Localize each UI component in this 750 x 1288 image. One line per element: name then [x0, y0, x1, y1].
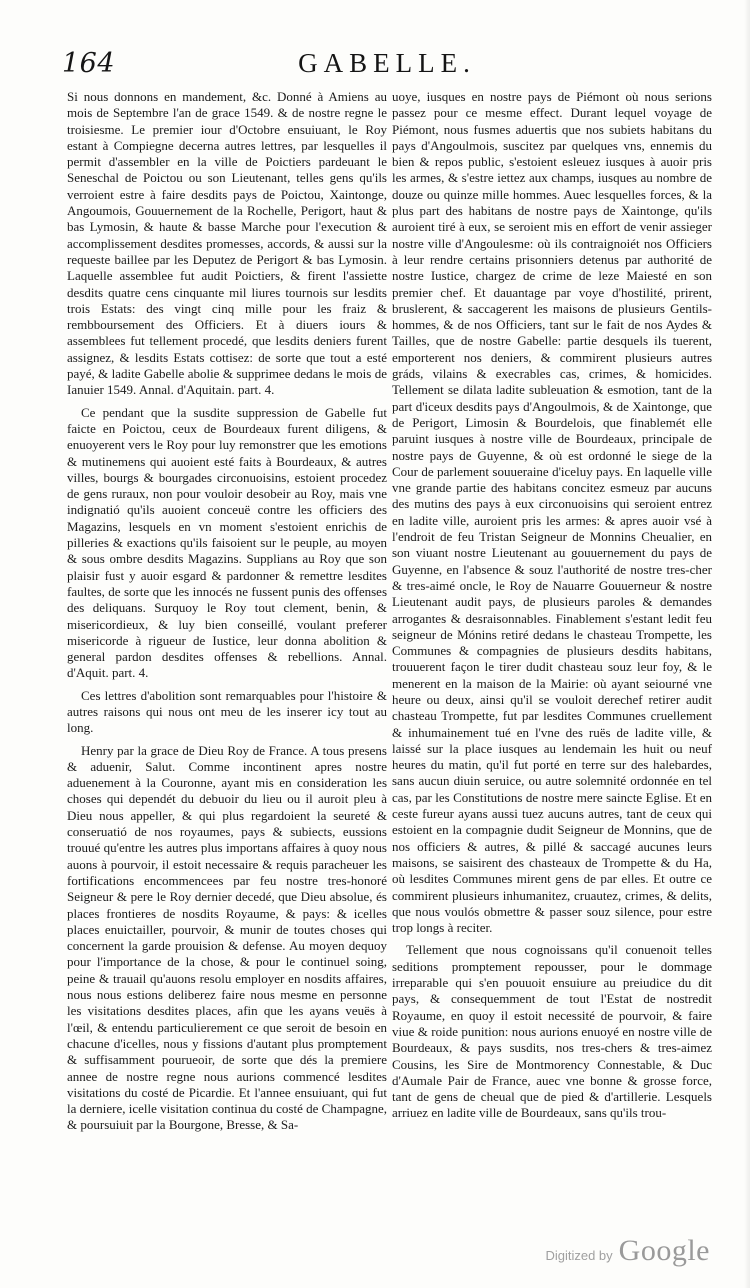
paragraph: Si nous donnons en mandement, &c. Donné à Amiens au mois de Septembre l'an de grace 1549. & de nostre regne le troisiesme. Le premier iour d'Octobre ensuiuant, le Roy estant à Compiegne decerna autres lettres, par lesquelles il permit d'assembler en la ville de Poictiers pardeuant le Seneschal de Poictou ou son Lieutenant, telles gens qu'ils verroient estre à faire desdits pays de Poictou, Xaintonge, Angoumois, Gouuernement de la Rochelle, Perigort, haut & bas Lymosin, & haute & basse Marche pour l'execution & accomplissement desdites promesses, accords, & aussi sur la requeste baillee par les Deputez de Perigort & bas Lymosin. Laquelle assemblee fut audit Poictiers, & firent l'assiette desdits quatre cens cinquante mil liures tournois sur lesdits trois Estats: des vingt cinq mille pour les fraiz & rembboursement des Officiers. Et à diuers iours & assemblees fut tellement procedé, que lesdits deniers furent assignez, & lesdits Estats cottisez: de sorte que tout a esté payé, & ladite Gabelle abolie & supprimee dedans le mois de Ianuier 1549. Annal. d'Aquitain. part. 4. — [67, 89, 387, 398]
right-column — [392, 89, 712, 1194]
paragraph: Henry par la grace de Dieu Roy de France. A tous presens & aduenir, Salut. Comme incontinent apres nostre aduenement à la Couronne, ayant mis en consideration les choses qui dependét du debuoir du lieu ou il auroit pleu à Dieu nous appeller, & qui plus regardoient la seureté & conseruatió de nos royaumes, pays & subiects, eussions trouué qu'entre les autres plus importans affaires à quoy nous auons à pourvoir, il estoit necessaire & requis paracheuer les fortifications encommencees par feu nostre tres-honoré Seigneur & pere le Roy dernier decedé, que Dieu absolue, és places frontieres de nosdits Royaume, & pays: & icelles places enuictailler, pourvoir, & munir de toutes choses qui concernent la garde prouision & defense. Au moyen dequoy pour l'importance de la chose, & pour le continuel soing, peine & trauail qu'auons resolu employer en nosdits affaires, nous nous estions deliberez faire nous mesme en personne les visitations desdites places, afin que les ayans veuës à l'œil, & entendu particulierement ce que seroit de besoin en chacune d'icelles, nous y fissions d'autant plus promptement & suffisamment pourueoir, de sorte que dés la premiere annee de nostre regne nous aurions commencé lesdites visitations du costé de Picardie. Et l'annee ensuiuant, qui fut la derniere, icelle visitation continua du costé de Champagne, & poursuiuit par la Bourgone, Bresse, & Sa- — [67, 742, 387, 1133]
watermark-brand: Google — [618, 1234, 710, 1267]
paragraph: Ces lettres d'abolition sont remarquables pour l'histoire & autres raisons qui nous ont meu de les inserer icy tout au long. — [67, 687, 387, 736]
paragraph: uoye, iusques en nostre pays de Piémont où nous serions passez pour ce mesme effect. Durant lequel voyage de Piémont, nous fusmes aduertis que nos subiets habitans du pays d'Angoulmois, suscitez par quelques vns, ennemis du bien & repos public, s'estoient esleuez iusques à auoir pris les armes, & s'estre iettez aux champs, iusques au nombre de douze ou quinze mille hommes. Auec lesquelles forces, & la plus part des habitans de nostre pays de Xaintonge, qu'ils auroient tiré à eux, se seroient mis en effort de venir assieger nostre ville d'Angoulesme: où ils contraignoiét nos Officiers à leur rendre certains prisonniers detenus par authorité de nostre Iustice, chargez de crime de leze Maiesté en son premier chef. Et dauantage par voye d'hostilité, prirent, bruslerent, & saccagerent les maisons de plusieurs Gentils-hommes, & de nos Officiers, tant sur le fait de nos Aydes & Tailles, que de nostre Gabelle: partie desquels ils tuerent, emporterent nos deniers, & commirent plusieurs autres gráds, vilains & execrables cas, crimes, & homicides. Tellement se dilata ladite subleuation & esmotion, tant de la part d'iceux desdits pays d'Angoulmois, & de Xaintonge, que de Perigort, Limosin & Bourdelois, que finablemét elle paruint iusques à nostre ville de Bourdeaux, principale de nostre pays de Guyenne, & où est ordonné le siege de la Cour de parlement souueraine d'iceluy pays. En laquelle ville vne grande partie des habitans concitez esmeuz par aucuns des mutins des pays à eux circonuoisins qui seroient entrez en ladite ville, auroient pris les armes: & apres auoir vsé à l'endroit de feu Tristan Seigneur de Monnins Cheualier, en son viuant nostre Lieutenant au gouuernement du pays de Guyenne, en l'absence & souz l'authorité de nostre tres-cher & tres-aimé oncle, le Roy de Nauarre Gouuerneur & nostre Lieutenant audit pays, de plusieurs paroles & demandes arrogantes & desraisonnables. Finablement s'estant ledit feu seigneur de Mónins retiré dedans le chasteau Trompette, les Communes & compagnies de plusieurs desdits habitans, trouuerent façon le tirer dudit chasteau souz leur foy, & le menerent en la maison de la Mairie: où ayant seiourné vne heure ou deux, ainsi qu'il se vouloit derechef retirer audit chasteau Trompette, fut par lesdites Communes cruellement & inhumainement tué en l'vne des ruës de ladite ville, & laissé sur la place iusques au lendemain les huit ou neuf heures du matin, qu'il fut porté en terre sur des halebardes, sans aucun diuin seruice, ou autre solemnité ordonnée en tel cas, par les Constitutions de nostre mere saincte Eglise. Et en ceste fureur ayans aussi tuez aucuns autres, tant de ceux qui estoient en la compagnie dudit Seigneur de Monnins, que de nos officiers & autres, & pillé & saccagé aucunes leurs maisons, se saisirent des chasteaux de Trompette & du Ha, où lesdites Communes mirent gens de par elles. Et outre ce commirent plusieurs inhumanitez, cruautez, crimes, & delits, que nous voulós obmettre & passer souz silence, pour estre trop longs à reciter. — [392, 89, 712, 936]
page-edge-shadow — [744, 0, 750, 1288]
left-column — [67, 89, 387, 1194]
paragraph: Ce pendant que la susdite suppression de Gabelle fut faicte en Poictou, ceux de Bourdeaux furent diligens, & enuoyerent vers le Roy pour luy remonstrer que les emotions & mutinemens qui auoient esté faits à Bourdeaux, & autres villes, bourgs & bourgades circonuoisins, estoient procedez de gens ruraux, non pour vouloir desobeir au Roy, mais vne indignatió qu'ils auoient conceuë contre les officiers des Magazins, lesquels en vn moment s'estoient enrichis de pilleries & exactions qu'ils faisoient sur le peuple, au moyen & sous ombre desdits Magazins. Supplians au Roy que son plaisir fust y auoir esgard & pardonner & remettre lesdites faultes, de sorte que les innocés ne fussent punis des offenses des deliquans. Surquoy le Roy tout clement, benin, & misericordieux, & luy bien conseillé, voulant preferer misericorde à rigueur de Iustice, leur donna abolition & general pardon desdites offenses & rebellions. Annal. d'Aquit. part. 4. — [67, 404, 387, 681]
paragraph: Tellement que nous cognoissans qu'il conuenoit telles seditions promptement repousser, pour le dommage irreparable qui s'en pouuoit ensuiure au preiudice du dit pays, & consequemment de tout l'Estat de nostredit Royaume, en quoy il estoit necessité de pourvoir, & faire viue & roide punition: nous aurions enuoyé en nostre ville de Bourdeaux, & pays susdits, nos tres-chers & tres-aimez Cousins, les Sire de Montmorency Connestable, & Duc d'Aumale Pair de France, auec vne bonne & grosse force, tant de gens de cheual que de pied & d'artillerie. Lesquels arriuez en ladite ville de Bourdeaux, sans qu'ils trou- — [392, 942, 712, 1121]
column-gutter — [384, 92, 385, 1182]
watermark-label: Digitized by — [545, 1248, 613, 1263]
page-header — [62, 48, 712, 84]
page-number: 164 — [62, 48, 116, 79]
running-title: GABELLE. — [298, 48, 476, 78]
digitization-watermark — [545, 1234, 710, 1268]
